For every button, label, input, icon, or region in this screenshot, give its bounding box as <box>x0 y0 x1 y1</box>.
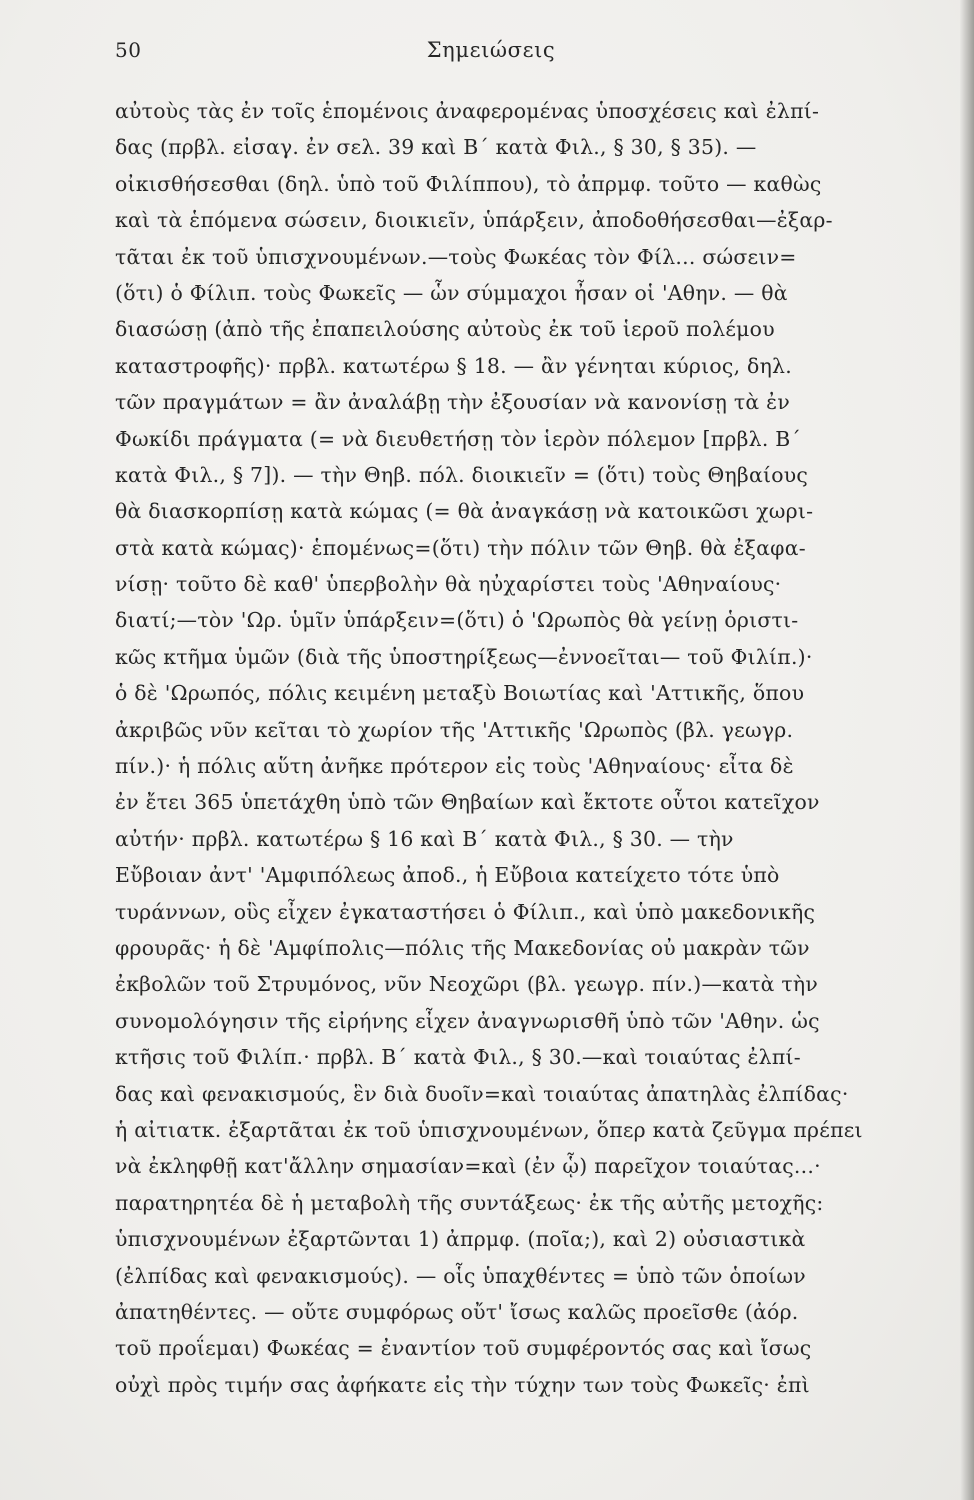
page-number: 50 <box>115 38 142 62</box>
text-line: αὐτήν· πρβλ. κατωτέρω § 16 καὶ Β΄ κατὰ Φιλ., § 30. — τὴν <box>115 826 734 851</box>
text-line: Εὔβοιαν ἀντ' 'Αμφιπόλεως ἀποδ., ἡ Εὔβοια κατείχετο τότε ὑπὸ <box>115 863 780 888</box>
text-line: Φωκίδι πράγματα (= νὰ διευθετήσῃ τὸν ἱερὸν πόλεμον [πρβλ. Β΄ <box>115 426 801 451</box>
text-line: ἀπατηθέντες. — οὔτε συμφόρως οὔτ' ἴσως καλῶς προεῖσθε (ἀόρ. <box>115 1299 799 1324</box>
text-line: αὐτοὺς τὰς ἐν τοῖς ἑπομένοις ἀναφερομένας ὑποσχέσεις καὶ ἐλπί- <box>115 99 820 123</box>
text-line: νίσῃ· τοῦτο δὲ καθ' ὑπερβολὴν θὰ ηὐχαρίστει τοὺς 'Αθηναίους· <box>115 572 782 597</box>
text-line: δας (πρβλ. εἰσαγ. ἐν σελ. 39 καὶ Β΄ κατὰ Φιλ., § 30, § 35). — <box>115 135 757 160</box>
text-line: (ἐλπίδας καὶ φενακισμούς). — οἷς ὑπαχθέντες = ὑπὸ τῶν ὁποίων <box>115 1263 806 1288</box>
text-line: νὰ ἐκληφθῇ κατ'ἄλλην σημασίαν=καὶ (ἐν ᾧ) παρεῖχον τοιαύτας...· <box>115 1154 821 1179</box>
body-text <box>115 93 910 1403</box>
running-head <box>115 38 867 72</box>
header-title: Σημειώσεις <box>426 38 556 62</box>
text-line: τᾶται ἐκ τοῦ ὑπισχνουμένων.—τοὺς Φωκέας τὸν Φίλ... σώσειν= <box>115 244 797 269</box>
text-line: φρουρᾶς· ἡ δὲ 'Αμφίπολις—πόλις τῆς Μακεδονίας οὐ μακρὰν τῶν <box>115 935 810 960</box>
text-line: οἰκισθήσεσθαι (δηλ. ὑπὸ τοῦ Φιλίππου), τὸ ἀπρμφ. τοῦτο — καθὼς <box>115 171 822 196</box>
text-line: ὁ δὲ 'Ωρωπός, πόλις κειμένη μεταξὺ Βοιωτίας καὶ 'Αττικῆς, ὅπου <box>115 681 805 706</box>
text-line: συνομολόγησιν τῆς εἰρήνης εἶχεν ἀναγνωρισθῆ ὑπὸ τῶν 'Αθην. ὡς <box>115 1008 820 1033</box>
text-line: οὐχὶ πρὸς τιμήν σας ἀφήκατε εἰς τὴν τύχην των τοὺς Φωκεῖς· ἐπὶ <box>115 1372 810 1397</box>
text-line: καταστροφῆς)· πρβλ. κατωτέρω § 18. — ἂν γένηται κύριος, δηλ. <box>115 353 792 378</box>
text-line: παρατηρητέα δὲ ἡ μεταβολὴ τῆς συντάξεως· ἐκ τῆς αὐτῆς μετοχῆς: <box>115 1190 824 1215</box>
text-line: τοῦ προΐεμαι) Φωκέας = ἐναντίον τοῦ συμφέροντός σας καὶ ἴσως <box>115 1336 812 1361</box>
text-line: στὰ κατὰ κώμας)· ἑπομένως=(ὅτι) τὴν πόλιν τῶν Θηβ. θὰ ἐξαφα- <box>115 535 806 560</box>
text-line: τυράννων, οὓς εἶχεν ἐγκαταστήσει ὁ Φίλιπ., καὶ ὑπὸ μακεδονικῆς <box>115 899 816 924</box>
text-line: κατὰ Φιλ., § 7]). — τὴν Θηβ. πόλ. διοικιεῖν = (ὅτι) τοὺς Θηβαίους <box>115 462 809 487</box>
text-line: πίν.)· ἡ πόλις αὕτη ἀνῆκε πρότερον εἰς τοὺς 'Αθηναίους· εἶτα δὲ <box>115 754 794 779</box>
text-line: τῶν πραγμάτων = ἂν ἀναλάβῃ τὴν ἐξουσίαν νὰ κανονίσῃ τὰ ἐν <box>115 390 791 415</box>
text-line: ἡ αἰτιατκ. ἐξαρτᾶται ἐκ τοῦ ὑπισχνουμένων, ὅπερ κατὰ ζεῦγμα πρέπει <box>115 1117 863 1142</box>
page-edge <box>960 0 974 1500</box>
text-line: ἐν ἔτει 365 ὑπετάχθη ὑπὸ τῶν Θηβαίων καὶ ἔκτοτε οὗτοι κατεῖχον <box>115 790 820 815</box>
text-line: (ὅτι) ὁ Φίλιπ. τοὺς Φωκεῖς — ὧν σύμμαχοι ἦσαν οἱ 'Αθην. — θὰ <box>115 280 788 305</box>
text-line: κῶς κτῆμα ὑμῶν (διὰ τῆς ὑποστηρίξεως—ἐννοεῖται— τοῦ Φιλίπ.)· <box>115 644 813 669</box>
text-line: καὶ τὰ ἑπόμενα σώσειν, διοικιεῖν, ὑπάρξειν, ἀποδοθήσεσθαι—ἐξαρ- <box>115 208 833 233</box>
text-line: κτῆσις τοῦ Φιλίπ.· πρβλ. Β΄ κατὰ Φιλ., § 30.—καὶ τοιαύτας ἐλπί- <box>115 1045 801 1070</box>
text-line: ἐκβολῶν τοῦ Στρυμόνος, νῦν Νεοχῶρι (βλ. γεωγρ. πίν.)—κατὰ τὴν <box>115 972 819 997</box>
text-line: διασώσῃ (ἀπὸ τῆς ἐπαπειλούσης αὐτοὺς ἐκ τοῦ ἱεροῦ πολέμου <box>115 317 775 342</box>
text-line: θὰ διασκορπίσῃ κατὰ κώμας (= θὰ ἀναγκάσῃ νὰ κατοικῶσι χωρι- <box>115 499 814 524</box>
text-line: ἀκριβῶς νῦν κεῖται τὸ χωρίον τῆς 'Αττικῆς 'Ωρωπὸς (βλ. γεωγρ. <box>115 717 794 742</box>
text-line: διατί;—τὸν 'Ωρ. ὑμῖν ὑπάρξειν=(ὅτι) ὁ 'Ωρωπὸς θὰ γείνῃ ὁριστι- <box>115 608 799 633</box>
text-line: ὑπισχνουμένων ἐξαρτῶνται 1) ἀπρμφ. (ποῖα;), καὶ 2) οὐσιαστικὰ <box>115 1227 806 1252</box>
text-line: δας καὶ φενακισμούς, ἓν διὰ δυοῖν=καὶ τοιαύτας ἀπατηλὰς ἐλπίδας· <box>115 1081 849 1106</box>
